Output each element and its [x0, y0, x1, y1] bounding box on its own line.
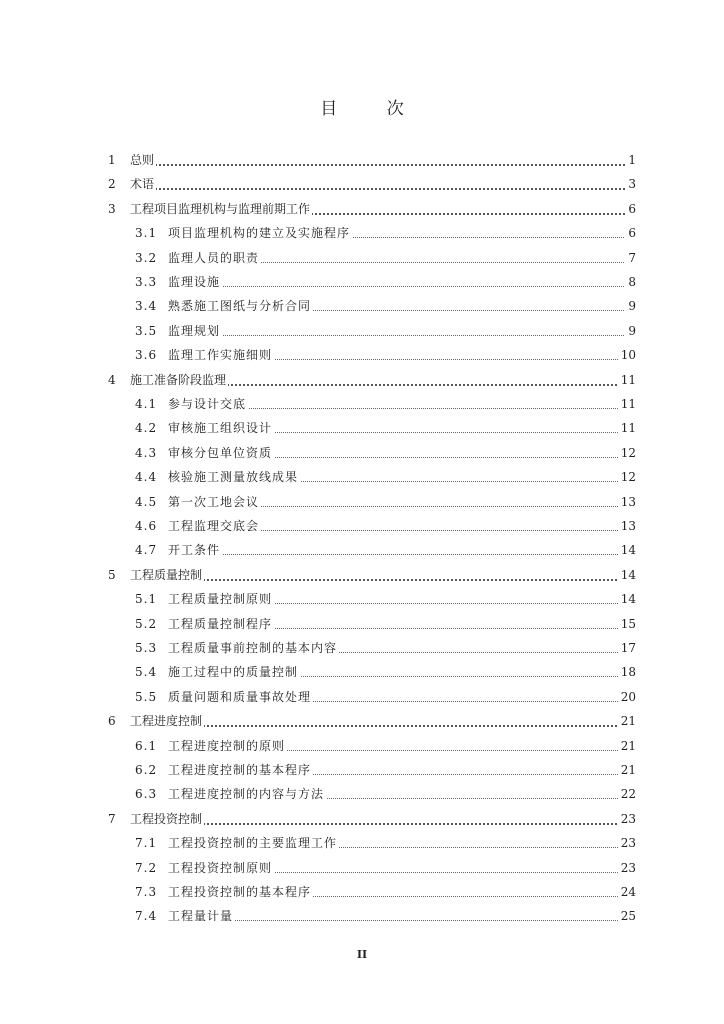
- toc-entry[interactable]: [0, 270, 724, 294]
- toc-entry[interactable]: [0, 587, 724, 611]
- toc-entry-number: 1: [108, 153, 116, 167]
- toc-entry-number: 5.2: [135, 616, 158, 631]
- toc-entry-number: 4.6: [135, 519, 158, 533]
- toc-entry-page: 23: [618, 807, 636, 831]
- toc-entry-page: 10: [618, 343, 636, 367]
- toc-entry-label: 项目监理机构的建立及实施程序: [168, 221, 352, 245]
- toc-entry-label: 质量问题和质量事故处理: [168, 685, 313, 709]
- toc-entry-page: 23: [618, 856, 636, 880]
- toc-entry[interactable]: [0, 880, 724, 904]
- toc-entry[interactable]: [0, 172, 724, 196]
- toc-entry-number: 4: [108, 372, 116, 387]
- toc-entry[interactable]: [0, 782, 724, 806]
- toc-entry-page: 13: [618, 514, 636, 538]
- toc-entry-label: 工程质量控制程序: [168, 612, 274, 636]
- toc-entry[interactable]: [0, 612, 724, 636]
- toc-entry[interactable]: [0, 514, 724, 538]
- toc-entry-page: 9: [625, 294, 636, 318]
- toc-entry-label: 第一次工地会议: [168, 490, 261, 514]
- toc-entry-page: 21: [618, 709, 636, 733]
- toc-entry-number: 4.1: [135, 397, 158, 411]
- toc-entry-number: 7.1: [135, 836, 158, 851]
- toc-entry-page: 1: [625, 148, 636, 172]
- toc-entry-page: 15: [618, 612, 636, 636]
- toc-entry-label: 工程投资控制: [130, 807, 204, 831]
- toc-entry-number: 7.4: [135, 909, 158, 924]
- toc-entry-page: 24: [618, 880, 636, 904]
- toc-entry[interactable]: [0, 416, 724, 440]
- toc-entry-page: 12: [618, 441, 636, 465]
- toc-entry[interactable]: [0, 734, 724, 758]
- dot-leader: [175, 914, 632, 921]
- toc-entry-page: 20: [618, 685, 636, 709]
- toc-entry-label: 工程监理交底会: [168, 514, 261, 538]
- toc-entry-label: 监理人员的职责: [168, 246, 261, 270]
- toc-entry-label: 工程进度控制: [130, 709, 204, 733]
- toc-entry-number: 4.7: [135, 543, 158, 558]
- toc-entry[interactable]: [0, 831, 724, 855]
- toc-entry-label: 工程质量事前控制的基本内容: [168, 636, 339, 660]
- toc-entry-label: 监理规划: [168, 319, 222, 343]
- toc-entry-number: 4.3: [135, 445, 158, 460]
- toc-entry-label: 总则: [130, 148, 156, 172]
- toc-entry-page: 23: [618, 831, 636, 855]
- toc-entry[interactable]: [0, 392, 724, 416]
- toc-entry-label: 工程投资控制原则: [168, 856, 274, 880]
- toc-entry[interactable]: [0, 685, 724, 709]
- toc-entry-number: 3.1: [135, 226, 158, 241]
- toc-entry-number: 3.5: [135, 323, 158, 338]
- toc-entry-number: 3.3: [135, 275, 158, 289]
- toc-entry-label: 工程项目监理机构与监理前期工作: [130, 197, 312, 221]
- toc-entry-label: 监理工作实施细则: [168, 343, 274, 367]
- toc-entry-number: 5.3: [135, 641, 158, 655]
- toc-entry-label: 工程质量控制原则: [168, 587, 274, 611]
- toc-entry-page: 14: [618, 563, 636, 587]
- toc-entry-page: 3: [625, 172, 636, 196]
- toc-entry[interactable]: [0, 660, 724, 684]
- toc-entry-label: 工程进度控制的内容与方法: [168, 782, 326, 806]
- toc-entry-label: 工程投资控制的基本程序: [168, 880, 313, 904]
- dot-leader: [175, 548, 632, 555]
- toc-entry-page: 8: [625, 270, 636, 294]
- toc-entry-page: 22: [618, 782, 636, 806]
- toc-entry-number: 4.4: [135, 470, 158, 485]
- toc-entry-label: 监理设施: [168, 270, 222, 294]
- toc-entry-number: 4.5: [135, 494, 158, 509]
- toc-entry[interactable]: [0, 294, 724, 318]
- toc-entry[interactable]: [0, 636, 724, 660]
- toc-entry-number: 7.3: [135, 885, 158, 899]
- toc-entry-number: 4.2: [135, 421, 158, 436]
- toc-entry[interactable]: [0, 441, 724, 465]
- toc-entry-page: 6: [625, 221, 636, 245]
- toc-entry-number: 7: [108, 811, 116, 826]
- toc-entry-number: 5.5: [135, 689, 158, 704]
- toc-entry-page: 13: [618, 490, 636, 514]
- toc-entry-page: 7: [625, 246, 636, 270]
- toc-entry-page: 11: [618, 368, 636, 392]
- toc-entry-page: 25: [618, 904, 636, 928]
- toc-entry[interactable]: [0, 465, 724, 489]
- toc-entry-number: 6.1: [135, 738, 158, 753]
- toc-entry-label: 开工条件: [168, 538, 222, 562]
- toc-entry-page: 11: [618, 392, 636, 416]
- toc-entry-page: 9: [625, 319, 636, 343]
- toc-entry-label: 审核施工组织设计: [168, 416, 274, 440]
- toc-entry-number: 3: [108, 201, 116, 216]
- toc-entry[interactable]: [0, 709, 724, 733]
- toc-entry-number: 6: [108, 714, 116, 729]
- toc-entry-number: 7.2: [135, 860, 158, 875]
- toc-entry-number: 2: [108, 177, 116, 192]
- toc-entry-page: 11: [618, 416, 636, 440]
- toc-entry-label: 工程投资控制的主要监理工作: [168, 831, 339, 855]
- toc-entry-label: 审核分包单位资质: [168, 441, 274, 465]
- toc-entry-label: 参与设计交底: [168, 392, 248, 416]
- toc-entry[interactable]: [0, 758, 724, 782]
- toc-entry-label: 工程进度控制的基本程序: [168, 758, 313, 782]
- toc-entry-page: 21: [618, 734, 636, 758]
- toc-entry[interactable]: [0, 343, 724, 367]
- toc-entry[interactable]: [0, 807, 724, 831]
- toc-entry-label: 施工过程中的质量控制: [168, 660, 300, 684]
- toc-entry-number: 3.6: [135, 348, 158, 363]
- page-number: II: [356, 948, 368, 961]
- toc-entry-number: 5.1: [135, 592, 158, 607]
- toc-entry-page: 12: [618, 465, 636, 489]
- toc-entry[interactable]: [0, 904, 724, 928]
- toc-entry-number: 5.4: [135, 665, 158, 680]
- toc-entry-page: 14: [618, 587, 636, 611]
- toc-entry-number: 3.4: [135, 299, 158, 314]
- toc-entry-page: 6: [625, 197, 636, 221]
- dot-leader: [140, 158, 632, 166]
- toc-entry[interactable]: [0, 368, 724, 392]
- dot-leader: [140, 817, 632, 825]
- toc-entry[interactable]: [0, 856, 724, 880]
- toc-entry[interactable]: [0, 148, 724, 172]
- toc-entry-label: 术语: [130, 172, 156, 196]
- toc-entry-number: 6.2: [135, 763, 158, 777]
- dot-leader: [140, 182, 632, 190]
- toc-entry[interactable]: [0, 538, 724, 562]
- toc-entry-number: 5: [108, 567, 116, 582]
- toc-entry[interactable]: [0, 490, 724, 514]
- toc-entry-label: 核验施工测量放线成果: [168, 465, 300, 489]
- toc-entry-label: 工程质量控制: [130, 563, 204, 587]
- toc-entry-number: 3.2: [135, 250, 158, 265]
- dot-leader: [140, 573, 632, 581]
- dot-leader: [175, 329, 632, 336]
- toc-entry[interactable]: [0, 246, 724, 270]
- toc-entry-number: 6.3: [135, 787, 158, 802]
- page-title: 目 次: [320, 99, 426, 119]
- toc-entry-label: 工程进度控制的原则: [168, 734, 287, 758]
- toc-entry-label: 工程量计量: [168, 904, 235, 928]
- toc-entry-page: 18: [618, 660, 636, 684]
- dot-leader: [175, 280, 632, 287]
- toc-entry[interactable]: [0, 197, 724, 221]
- toc-entry-label: 熟悉施工图纸与分析合同: [168, 294, 313, 318]
- toc-entry-label: 施工准备阶段监理: [130, 368, 228, 392]
- dot-leader: [140, 719, 632, 727]
- toc-entry[interactable]: [0, 221, 724, 245]
- toc-entry-page: 14: [618, 538, 636, 562]
- toc-entry-page: 17: [618, 636, 636, 660]
- toc-entry[interactable]: [0, 319, 724, 343]
- toc-entry-page: 21: [618, 758, 636, 782]
- toc-entry[interactable]: [0, 563, 724, 587]
